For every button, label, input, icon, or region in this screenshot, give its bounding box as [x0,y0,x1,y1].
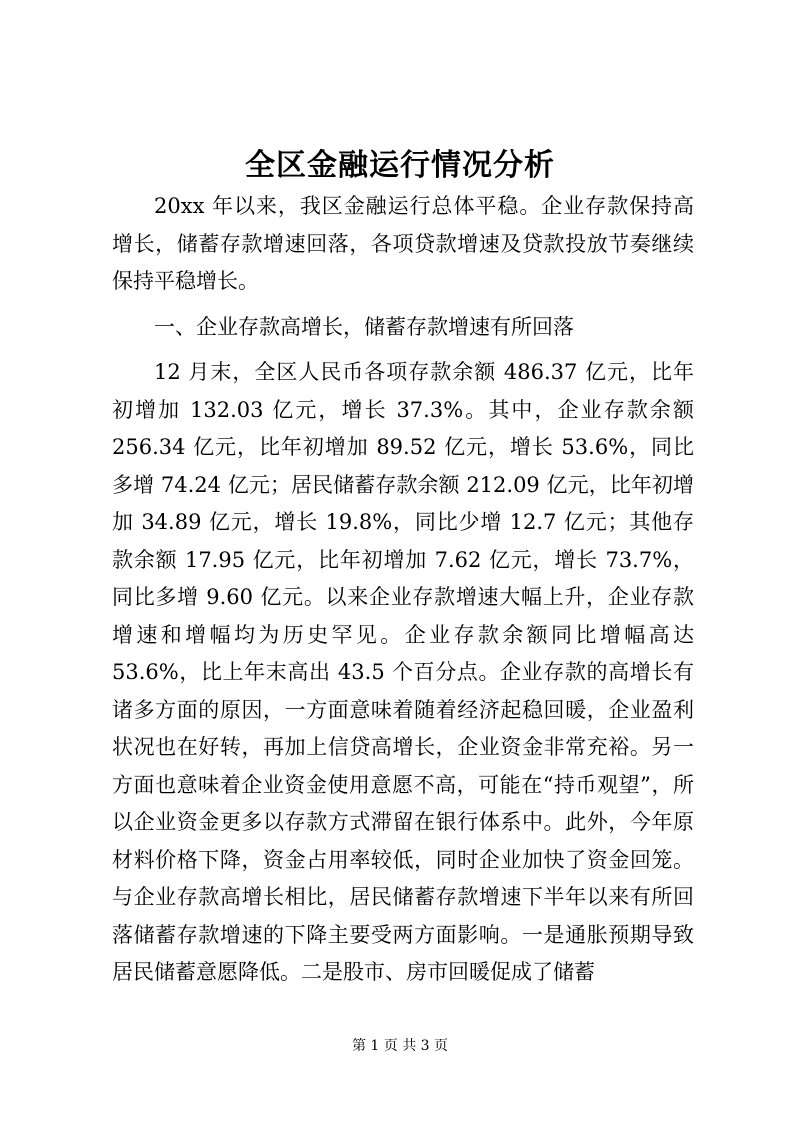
section-heading: 一、企业存款高增长，储蓄存款增速有所回落 [154,314,574,339]
document-title: 全区金融运行情况分析 [245,148,555,183]
deposit-analysis-paragraph: 12 月末，全区人民币各项存款余额 486.37 亿元，比年初增加 132.03 亿元，增长 37.3%。其中，企业存款余额 256.34 亿元，比年初增加 89.52 亿元，增长 53.6%，同比多增 74.24 亿元；居民储蓄存款余额 212.09 亿元，比年初增加 34.89 亿元，增长 19.8%，同比少增 12.7 亿元；其他存款余额 17.95 亿元，比年初增加 7.62 亿元，增长 73.7%，同比多增 9.60 亿元。以来企业存款增速大幅上升，企业存款增速和增幅均为历史罕见。企业存款余额同比增幅高达 53.6%，比上年末高出 43.5 个百分点。企业存款的高增长有诸多方面的原因，一方面意味着随着经济起稳回暖，企业盈利状况也在好转，再加上信贷高增长，企业资金非常充裕。另一方面也意味着企业资金使用意愿不高，可能在“持币观望”，所以企业资金更多以存款方式滞留在银行体系中。此外，今年原材料价格下降，资金占用率较低，同时企业加快了资金回笼。与企业存款高增长相比，居民储蓄存款增速下半年以来有所回落储蓄存款增速的下降主要受两方面影响。一是通胀预期导致居民储蓄意愿降低。二是股市、房市回暖促成了储蓄 [112,360,694,984]
document-body [112,188,694,1000]
page-footer: 第 1 页 共 3 页 [351,1038,449,1054]
intro-paragraph: 20xx 年以来，我区金融运行总体平稳。企业存款保持高增长，储蓄存款增速回落，各项贷款增速及贷款投放节奏继续保持平稳增长。 [112,194,694,293]
